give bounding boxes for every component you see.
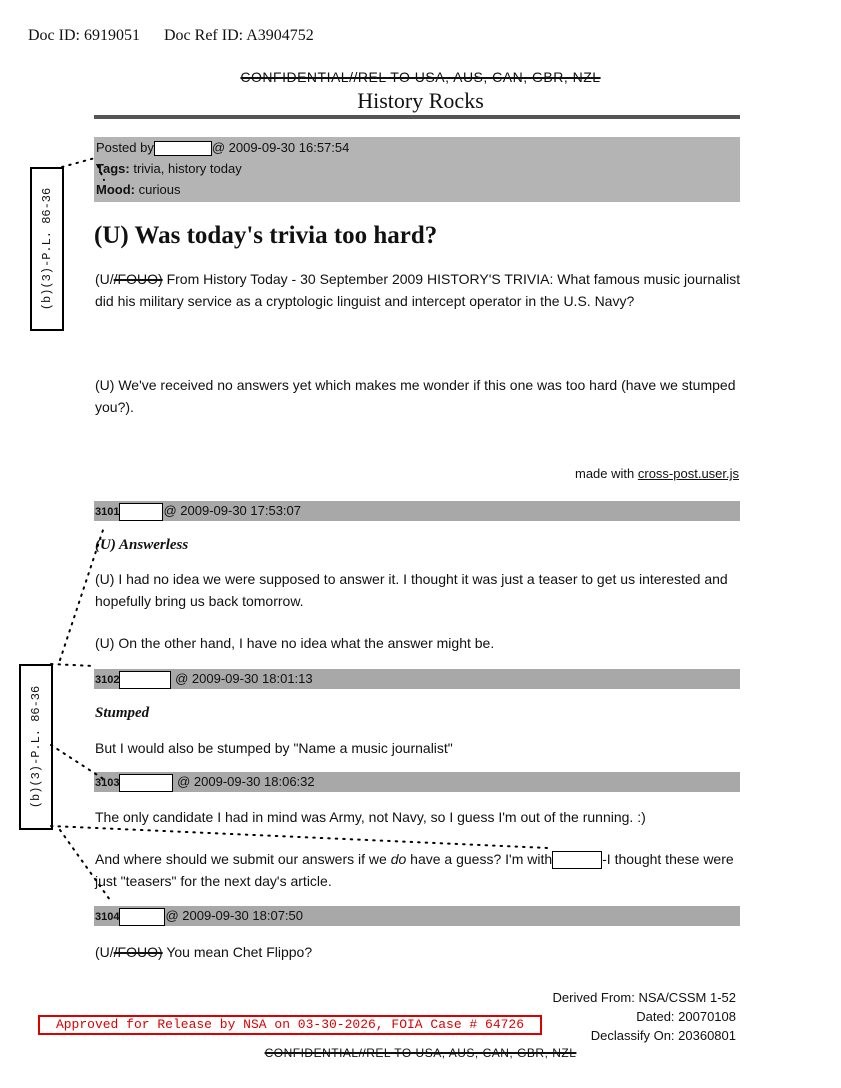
leader-line [51, 745, 105, 780]
made-with-label: made with [575, 466, 635, 481]
comment-number: 3101 [95, 506, 120, 518]
comment-number: 3102 [95, 674, 120, 686]
declassify-on: Declassify On: 20360801 [590, 1028, 736, 1043]
posted-by-label: Posted by [96, 140, 154, 155]
post-paragraph-2: (U) We've received no answers yet which makes me wonder if this one was too hard (have we stumped you?). [95, 377, 736, 415]
text-part: have a guess? I'm with [410, 851, 553, 867]
tags-label: Tags: [96, 161, 130, 176]
struck-marking: /FOUO) [113, 944, 163, 960]
leader-line [51, 826, 548, 848]
mood-value: curious [138, 182, 181, 197]
doc-ref-id: Doc Ref ID: A3904752 [163, 27, 314, 44]
exemption-label: (b)(3)-P.L. 86-36 [40, 187, 54, 311]
comment-subject-3102: Stumped [95, 705, 150, 721]
emphasis: do [390, 851, 407, 867]
text-part: You mean Chet Flippo? [166, 944, 313, 960]
blog-title: History Rocks [357, 88, 484, 113]
tags-value: trivia, history today [133, 161, 242, 176]
exemption-label: (b)(3)-P.L. 86-36 [29, 685, 43, 809]
leader-line [98, 166, 104, 180]
p1-text: From History Today - 30 September 2009 HISTORY'S TRIVIA: What famous music journalist did his military service as a cryptologic linguist and intercept operator in the U.S. Navy? [95, 271, 741, 309]
leader-line [51, 664, 94, 666]
comment-timestamp: @ 2009-09-30 18:06:32 [177, 774, 315, 789]
release-stamp: Approved for Release by NSA on 03-30-2026, FOIA Case # 64726 [38, 1015, 542, 1035]
comment-timestamp: @ 2009-09-30 17:53:07 [163, 503, 302, 518]
post-heading: (U) Was today's trivia too hard? [94, 222, 438, 249]
comment-text-3103-1: The only candidate I had in mind was Army, not Navy, so I guess I'm out of the running. :) [95, 809, 646, 825]
derived-from: Derived From: NSA/CSSM 1-52 [552, 990, 736, 1005]
comment-timestamp: @ 2009-09-30 18:01:13 [175, 671, 313, 686]
comment-number: 3104 [95, 911, 120, 923]
p1-struck-marking: /FOUO) [113, 271, 163, 287]
leader-line [60, 830, 110, 900]
dated: Dated: 20070108 [636, 1009, 736, 1024]
classification-banner-top: CONFIDENTIAL//REL TO USA, AUS, CAN, GBR, NZL [240, 69, 601, 85]
p1-prefix: (U/ [95, 271, 114, 287]
comment-subject-3101: (U) Answerless [95, 537, 189, 553]
comment-text-3101-2: (U) On the other hand, I have no idea what the answer might be. [95, 635, 495, 651]
post-timestamp: @ 2009-09-30 16:57:54 [211, 140, 350, 155]
leader-line [60, 527, 104, 660]
comment-number: 3103 [95, 777, 120, 789]
text-prefix: (U/ [95, 944, 114, 960]
text-part: And where should we submit our answers if we [95, 851, 387, 867]
comment-timestamp: @ 2009-09-30 18:07:50 [165, 908, 304, 923]
leader-line [62, 158, 95, 167]
classification-banner-bottom: CONFIDENTIAL//REL TO USA, AUS, CAN, GBR, NZL [264, 1046, 577, 1060]
doc-id: Doc ID: 6919051 [28, 27, 140, 44]
cross-post-link[interactable]: cross-post.user.js [637, 466, 740, 481]
comment-text-3101-1: (U) I had no idea we were supposed to answer it. I thought it was just a teaser to get us interested and hopefully bring us back tomorrow. [95, 571, 728, 609]
comment-text-3102: But I would also be stumped by "Name a music journalist" [95, 740, 453, 756]
classification-authority-block [520, 988, 736, 1045]
text-part: -I thought these were just "teasers" for the next day's article. [95, 851, 734, 889]
mood-label: Mood: [96, 182, 135, 197]
